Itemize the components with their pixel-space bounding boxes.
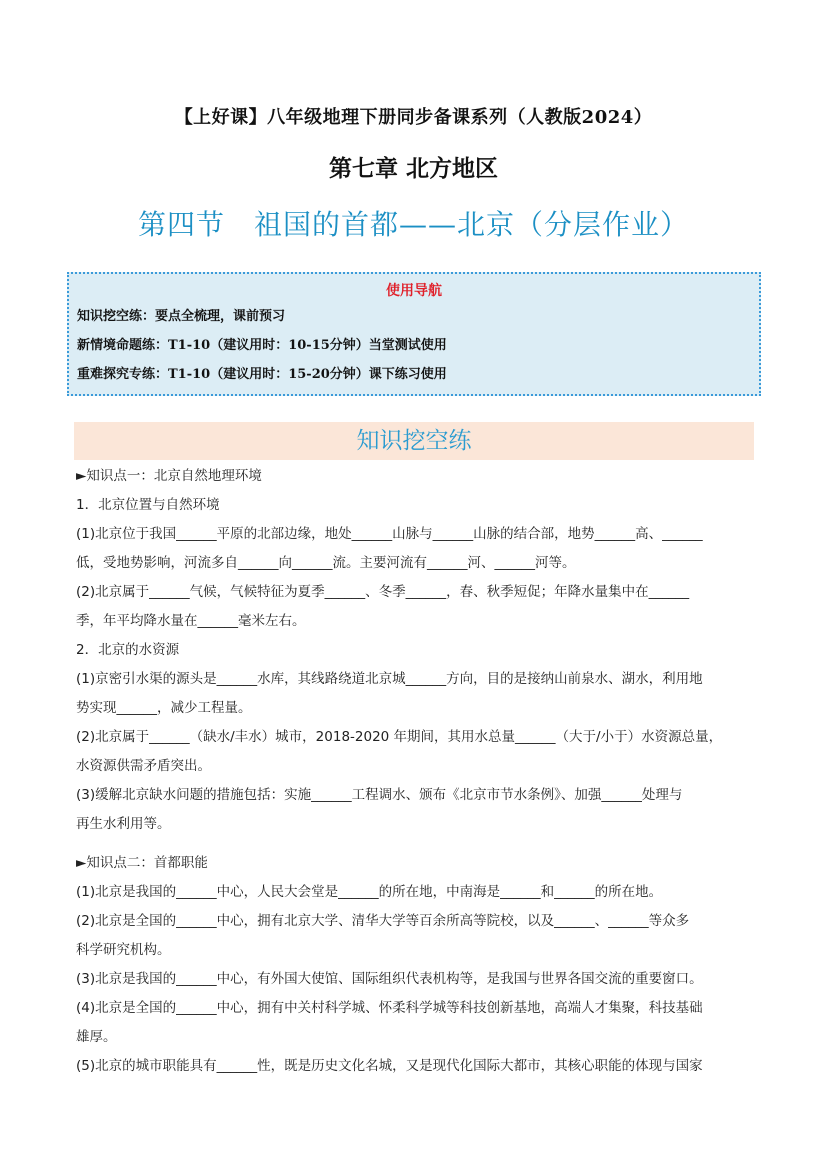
guide-line-difficult: 重难探究专练：T1-10（建议用时：15-20分钟）课下练习使用 (77, 367, 447, 382)
question-line: (3)缓解北京缺水问题的措施包括：实施______工程调水、颁布《北京市节水条例》、加强______处理与 (76, 787, 683, 803)
question-line: 水资源供需矛盾突出。 (76, 758, 211, 774)
knowledge-point-1-heading: ►知识点一：北京自然地理环境 (76, 468, 262, 484)
section-band-title: 知识挖空练 (74, 422, 754, 460)
question-line: 再生水利用等。 (76, 816, 171, 832)
section-title: 第四节 祖国的首都——北京（分层作业） (137, 208, 689, 241)
guide-line-knowledge: 知识挖空练：要点全梳理，课前预习 (77, 309, 286, 324)
question-line: (2)北京是全国的______中心，拥有北京大学、清华大学等百余所高等院校，以及______、______等众多 (76, 913, 690, 929)
knowledge-point-2-heading: ►知识点二：首都职能 (76, 855, 208, 871)
series-title: 【上好课】八年级地理下册同步备课系列（人教版2024） (174, 107, 653, 128)
usage-guide-title: 使用导航 (386, 283, 442, 299)
subsection-2-heading: 2．北京的水资源 (76, 642, 180, 658)
question-line: 低，受地势影响，河流多自______向______流。主要河流有______河、______河等。 (76, 555, 576, 571)
spacer (76, 839, 756, 849)
question-line: 势实现______，减少工程量。 (76, 700, 252, 716)
question-line: (1)京密引水渠的源头是______水库，其线路绕道北京城______方向，目的是接纳山前泉水、湖水，利用地 (76, 671, 703, 687)
question-line: (2)北京属于______气候，气候特征为夏季______、冬季______，春、秋季短促；年降水量集中在______ (76, 584, 690, 600)
worksheet-content (76, 462, 756, 1081)
question-line: (1)北京是我国的______中心，人民大会堂是______的所在地，中南海是______和______的所在地。 (76, 884, 663, 900)
question-line: (3)北京是我国的______中心，有外国大使馆、国际组织代表机构等，是我国与世界各国交流的重要窗口。 (76, 971, 703, 987)
question-line: (4)北京是全国的______中心，拥有中关村科学城、怀柔科学城等科技创新基地，高端人才集聚，科技基础 (76, 1000, 703, 1016)
question-line: (5)北京的城市职能具有______性，既是历史文化名城，又是现代化国际大都市，其核心职能的体现与国家 (76, 1058, 703, 1074)
usage-guide-box (67, 272, 761, 396)
guide-line-new-context: 新情境命题练：T1-10（建议用时：10-15分钟）当堂测试使用 (77, 338, 447, 353)
chapter-title: 第七章 北方地区 (328, 155, 498, 182)
question-line: (2)北京属于______（缺水/丰水）城市，2018-2020 年期间，其用水总量______（大于/小于）水资源总量， (76, 729, 723, 745)
subsection-1-heading: 1．北京位置与自然环境 (76, 497, 220, 513)
question-line: 雄厚。 (76, 1029, 117, 1045)
question-line: 科学研究机构。 (76, 942, 171, 958)
question-line: 季，年平均降水量在______毫米左右。 (76, 613, 306, 629)
question-line: (1)北京位于我国______平原的北部边缘，地处______山脉与______山脉的结合部，地势______高、______ (76, 526, 703, 542)
